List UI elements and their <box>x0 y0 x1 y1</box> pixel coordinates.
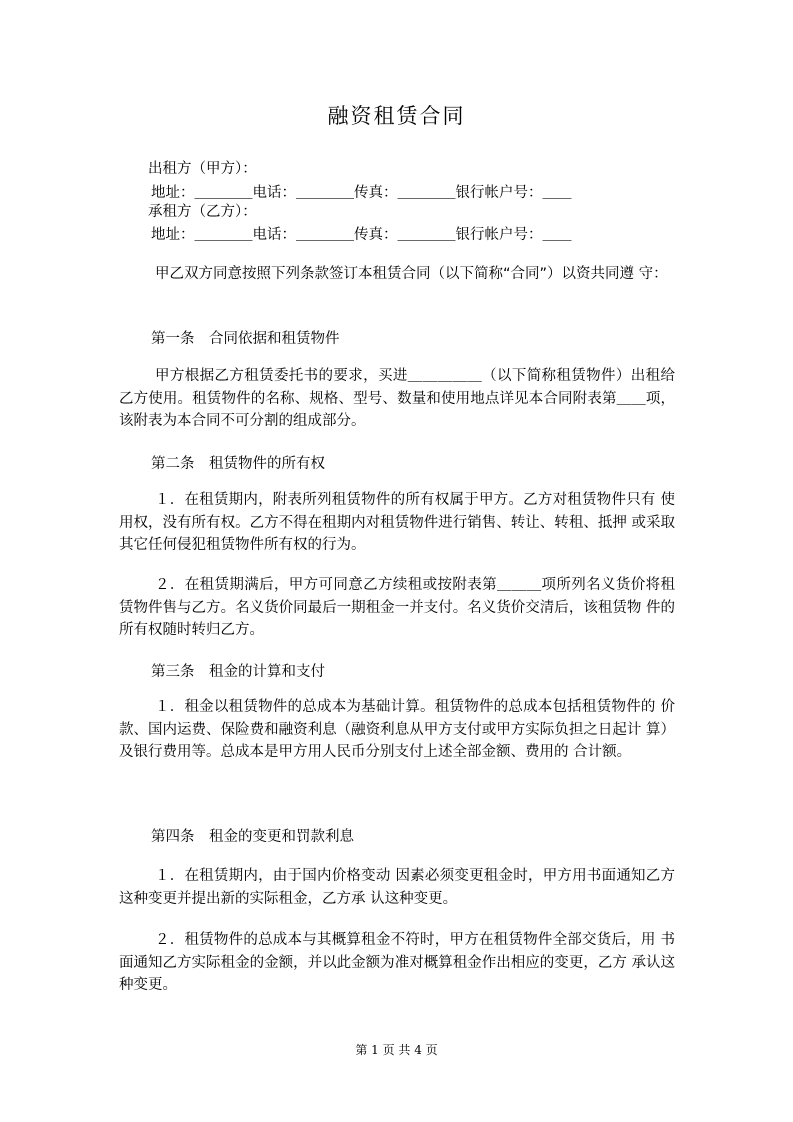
article-1-heading: 第一条 合同依据和租赁物件 <box>151 331 340 347</box>
article-4-heading: 第四条 租金的变更和罚款利息 <box>151 829 354 845</box>
lessor-info: 地址：＿＿＿＿电话：＿＿＿＿传真：＿＿＿＿银行帐户号：＿＿ <box>151 185 572 201</box>
article-2-heading: 第二条 租赁物件的所有权 <box>151 456 325 472</box>
article-2-paragraph-1: １．在租赁期内，附表所列租赁物件的所有权属于甲方。乙方对租赁物件只有 使用权，没有所有权。乙方不得在租期内对租赁物件进行销售、转让、转租、抵押 或采取其它任何侵犯租赁物件所有权的行为。 <box>119 492 675 553</box>
preamble: 甲乙双方同意按照下列条款签订本租赁合同（以下简称“合同”）以资共同遵 守： <box>155 266 668 282</box>
document-title: 融资租赁合同 <box>327 104 466 128</box>
article-4-paragraph-2: ２．租赁物件的总成本与其概算租金不符时，甲方在租赁物件全部交货后，用 书面通知乙方实际租金的金额，并以此金额为准对概算租金作出相应的变更，乙方 承认这种变更。 <box>119 932 675 993</box>
lessee-label: 承租方（乙方）： <box>148 204 257 220</box>
lessor-label: 出租方（甲方）： <box>148 161 257 177</box>
article-1-paragraph-1: 甲方根据乙方租赁委托书的要求，买进＿＿＿＿＿（以下简称租赁物件）出租给 乙方使用。租赁物件的名称、规格、型号、数量和使用地点详见本合同附表第＿＿项，该附表为本合同不可分割的组成部分。 <box>119 368 675 429</box>
article-3-heading: 第三条 租金的计算和支付 <box>151 664 325 680</box>
lessee-info: 地址：＿＿＿＿电话：＿＿＿＿传真：＿＿＿＿银行帐户号：＿＿ <box>151 227 572 243</box>
article-2-paragraph-2: ２．在租赁期满后，甲方可同意乙方续租或按附表第＿＿＿项所列名义货价将租 赁物件售与乙方。名义货价同最后一期租金一并支付。名义货价交清后，该租赁物 件的所有权随时转归乙方。 <box>119 577 675 638</box>
page-footer: 第 1 页 共 4 页 <box>355 1043 438 1057</box>
article-3-paragraph-1: １．租金以租赁物件的总成本为基础计算。租赁物件的总成本包括租赁物件的 价款、国内运费、保险费和融资利息（融资利息从甲方支付或甲方实际负担之日起计 算）及银行费用等。总成本是甲方用人民币分别支付上述全部金额、费用的 合计额。 <box>119 699 675 760</box>
article-4-paragraph-1: １．在租赁期内，由于国内价格变动 因素必须变更租金时，甲方用书面通知乙方这种变更并提出新的实际租金，乙方承 认这种变更。 <box>119 868 675 907</box>
